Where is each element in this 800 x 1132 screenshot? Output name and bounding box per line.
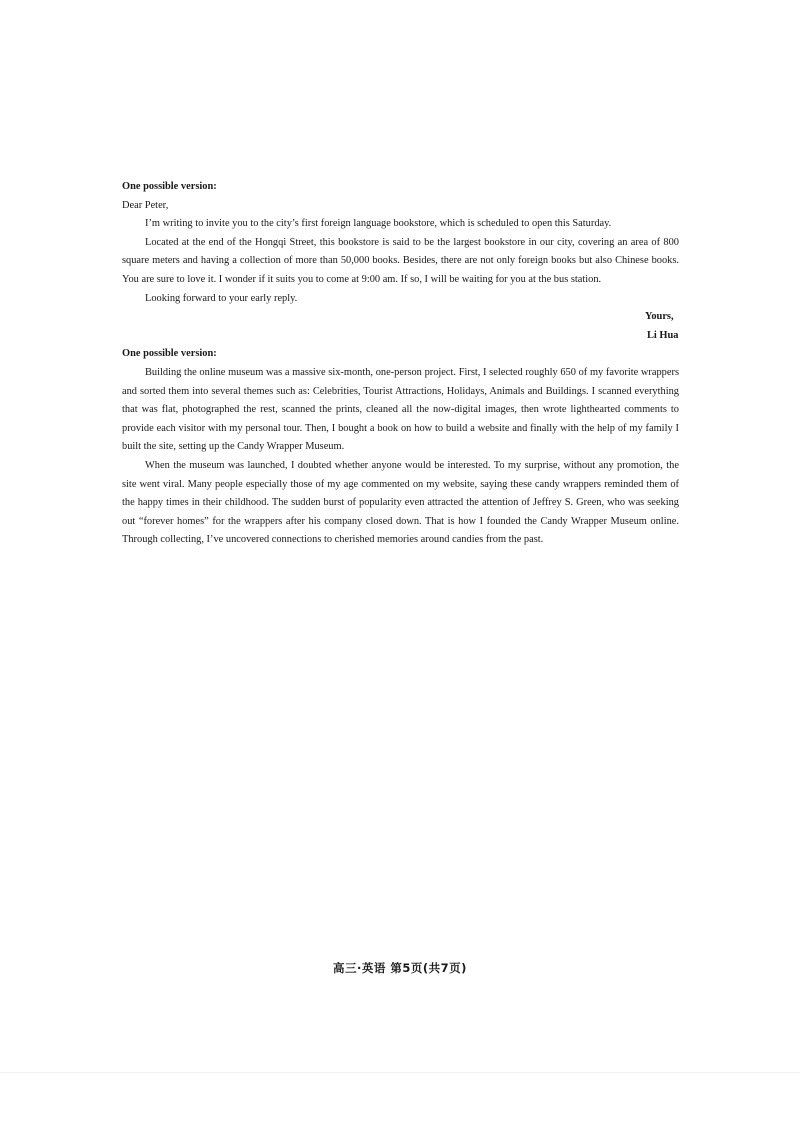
letter-salutation: Dear Peter, — [122, 199, 169, 211]
story-section — [122, 345, 679, 550]
letter-paragraph-2: Located at the end of the Hongqi Street, this bookstore is said to be the largest bookstore in our city, covering an area of 800 square meters and having a collection of more than 50,000 books. Besides, there are not only foreign books but also Chinese books. You are sure to love it. I wonder if it suits you to come at 9:00 am. If so, I will be waiting for you at the bus station. — [122, 236, 679, 285]
letter-signature: Li Hua — [647, 329, 679, 341]
letter-closing: Yours, — [645, 311, 674, 323]
story-paragraph-2: When the museum was launched, I doubted whether anyone would be interested. To my surprise, without any promotion, the site went viral. Many people especially those of my age commented on my website, saying these candy wrappers reminded them of the happy times in their childhood. The sudden burst of popularity even attracted the attention of Jeffrey S. Green, who was seeking out “forever homes” for the wrappers after his company closed down. That is how I founded the Candy Wrapper Museum online. Through collecting, I’ve uncovered connections to cherished memories around candies from the past. — [122, 459, 679, 546]
letter-paragraph-1: I’m writing to invite you to the city’s first foreign language bookstore, which is scheduled to open this Saturday. — [145, 218, 612, 230]
bottom-divider — [0, 1072, 800, 1073]
page-footer: 高三·英语 第5页(共7页) — [333, 961, 467, 975]
letter-section — [122, 178, 679, 345]
answer-content — [122, 178, 679, 550]
letter-heading: One possible version: — [122, 181, 217, 192]
story-heading: One possible version: — [122, 348, 217, 360]
story-paragraph-1: Building the online museum was a massive six-month, one-person project. First, I selected roughly 650 of my favorite wrappers and sorted them into several themes such as: Celebrities, Tourist Attractions, Holidays, Animals and Buildings. I scanned everything that was flat, photographed the rest, scanned the prints, cleaned all the now-digital images, then wrote lighthearted comments to provide each visitor with my personal tour. Then, I bought a book on how to build a website and finally with the help of my family I built the site, setting up the Candy Wrapper Museum. — [122, 366, 679, 453]
letter-paragraph-3: Looking forward to your early reply. — [145, 292, 298, 304]
